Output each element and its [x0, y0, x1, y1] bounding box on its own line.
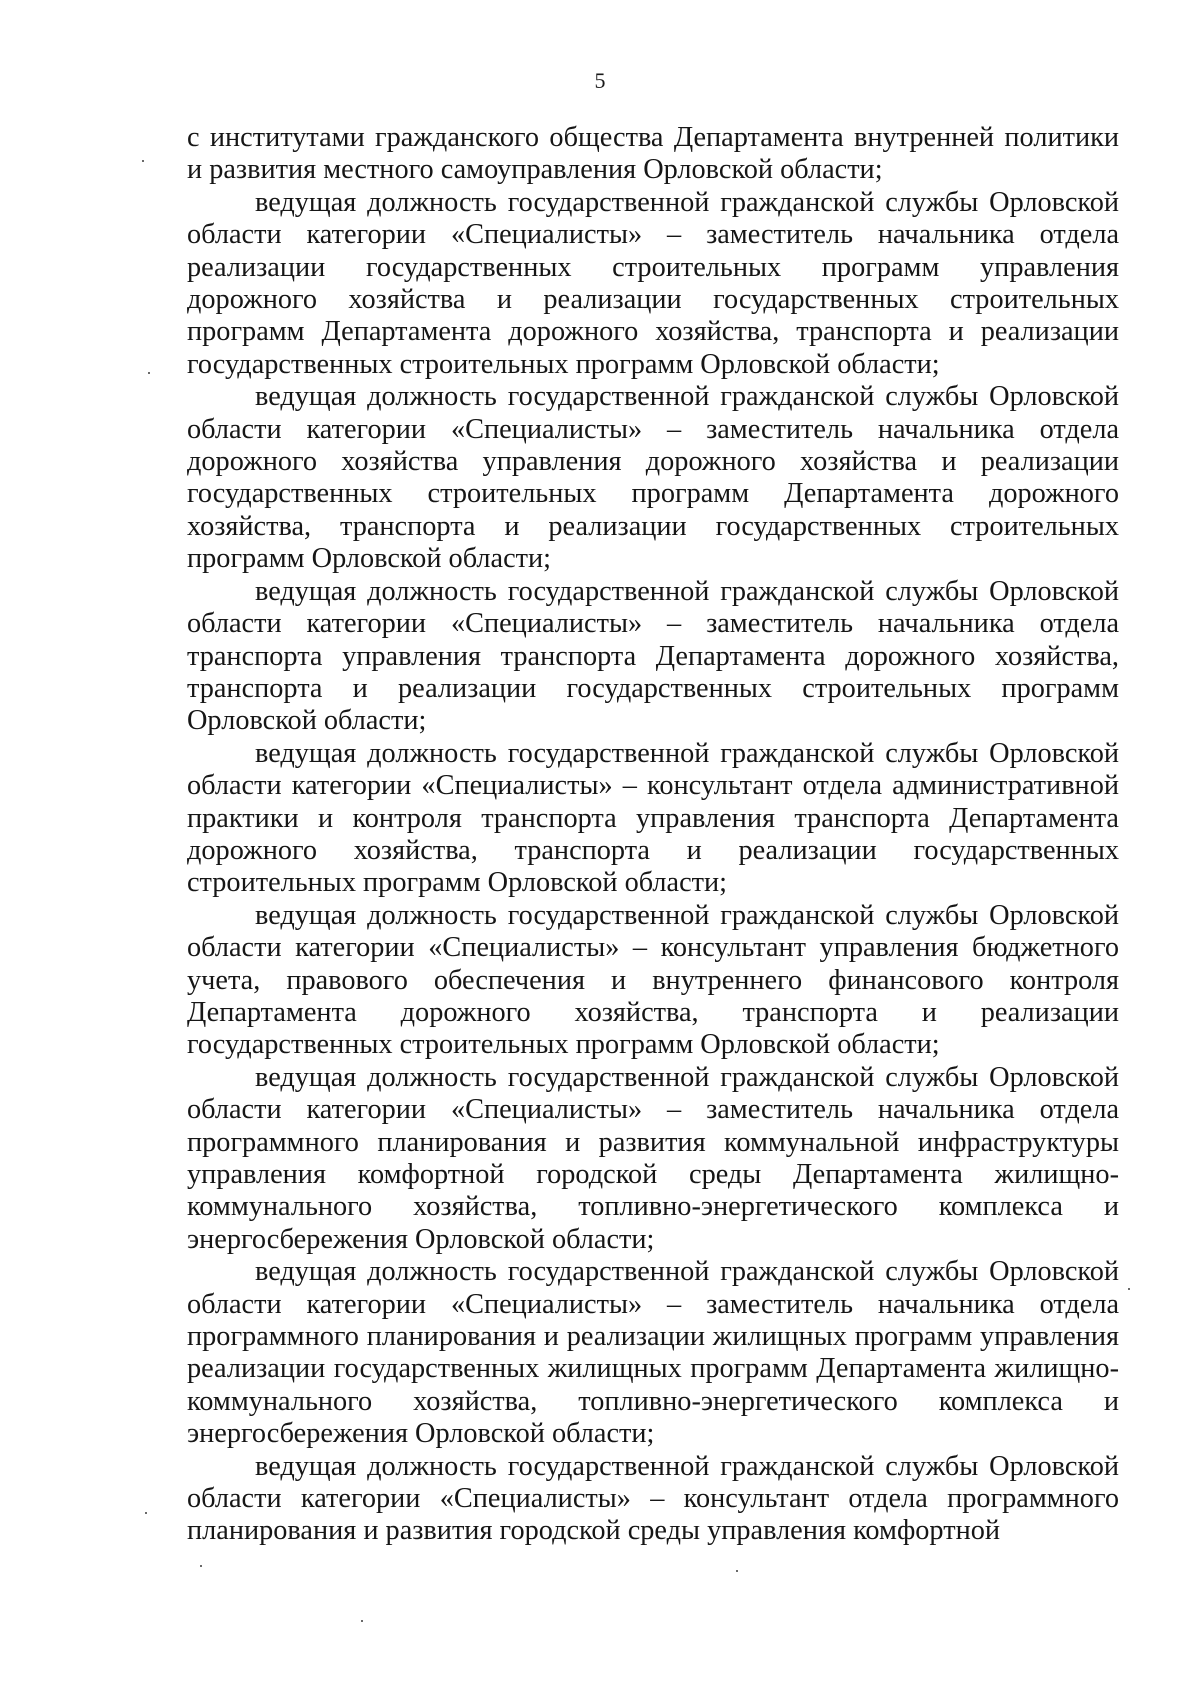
scan-speck — [736, 1570, 738, 1572]
paragraph: ведущая должность государственной гражданской службы Орловской области категории «Специалисты» – заместитель начальника отдела дорожного хозяйства управления дорожного хозяйства и реализации государственных строительных программ Департамента дорожного хозяйства, транспорта и реализации государственных строительных программ Орловской области; — [187, 381, 1119, 575]
page-number: 5 — [594, 68, 606, 93]
scan-speck — [1128, 1288, 1130, 1290]
paragraph: ведущая должность государственной гражданской службы Орловской области категории «Специалисты» – заместитель начальника отдела программного планирования и развития коммунальной инфраструктуры управления комфортной городской среды Департамента жилищно-коммунального хозяйства, топливно-энергетического комплекса и энергосбережения Орловской области; — [187, 1061, 1119, 1255]
paragraph-continuation: с институтами гражданского общества Департамента внутренней политики и развития местного самоуправления Орловской области; — [187, 122, 1119, 186]
document-body — [187, 122, 1119, 1548]
paragraph: ведущая должность государственной гражданской службы Орловской области категории «Специалисты» – заместитель начальника отдела реализации государственных строительных программ управления дорожного хозяйства и реализации государственных строительных программ Департамента дорожного хозяйства, транспорта и реализации государственных строительных программ Орловской области; — [187, 186, 1119, 380]
paragraph: ведущая должность государственной гражданской службы Орловской области категории «Специалисты» – консультант отдела программного планирования и развития городской среды управления комфортной — [187, 1450, 1119, 1547]
scan-speck — [142, 160, 144, 162]
paragraph: ведущая должность государственной гражданской службы Орловской области категории «Специалисты» – консультант управления бюджетного учета, правового обеспечения и внутреннего финансового контроля Департамента дорожного хозяйства, транспорта и реализации государственных строительных программ Орловской области; — [187, 899, 1119, 1061]
paragraph: ведущая должность государственной гражданской службы Орловской области категории «Специалисты» – заместитель начальника отдела программного планирования и реализации жилищных программ управления реализации государственных жилищных программ Департамента жилищно-коммунального хозяйства, топливно-энергетического комплекса и энергосбережения Орловской области; — [187, 1256, 1119, 1450]
scan-speck — [200, 1565, 202, 1567]
scan-speck — [145, 1512, 147, 1514]
scan-speck — [361, 1620, 363, 1622]
paragraph: ведущая должность государственной гражданской службы Орловской области категории «Специалисты» – заместитель начальника отдела транспорта управления транспорта Департамента дорожного хозяйства, транспорта и реализации государственных строительных программ Орловской области; — [187, 575, 1119, 737]
paragraph: ведущая должность государственной гражданской службы Орловской области категории «Специалисты» – консультант отдела административной практики и контроля транспорта управления транспорта Департамента дорожного хозяйства, транспорта и реализации государственных строительных программ Орловской области; — [187, 737, 1119, 899]
scan-speck — [148, 372, 150, 374]
